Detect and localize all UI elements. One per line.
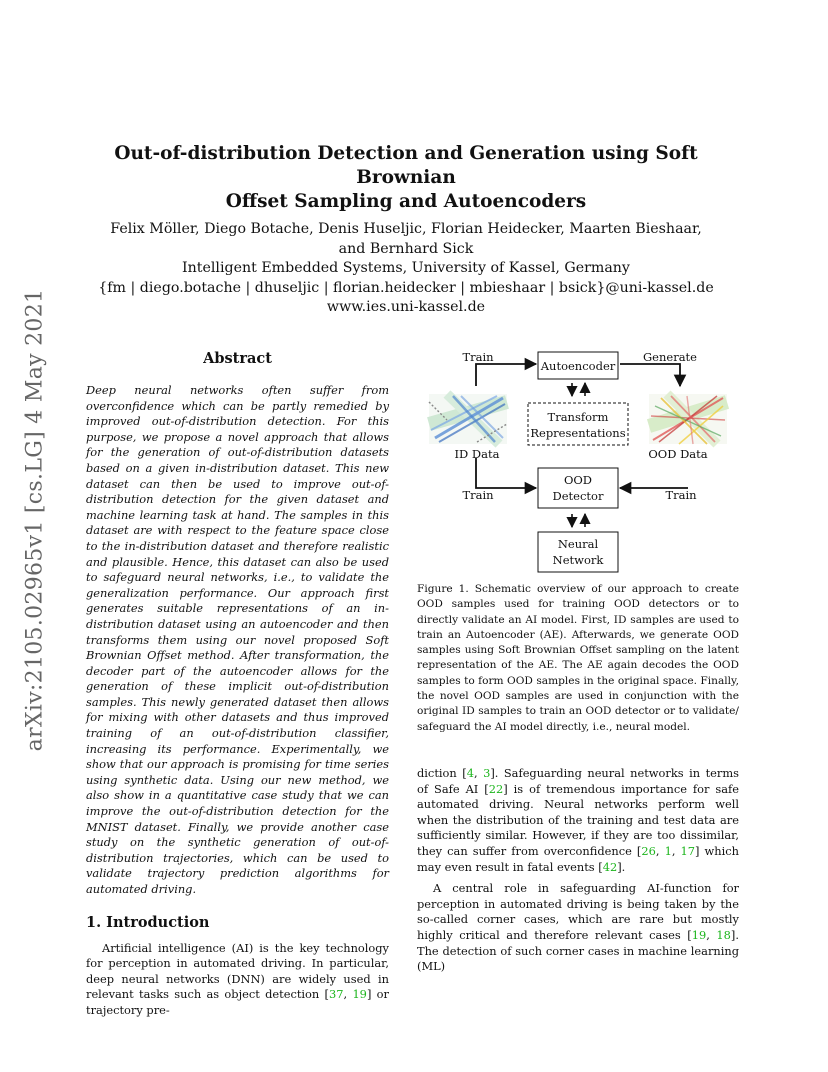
author-line-2: and Bernhard Sick [338, 240, 474, 257]
figure-1-caption: Figure 1. Schematic overview of our approach to create OOD samples used for training OOD detectors or to directly validate an AI model. First, ID samples are used to train an Autoencoder (AE). Afterwards, we generate OOD samples using Soft Brownian Offset sampling on the latent representation of the AE. The AE again decodes the OOD samples to form OOD samples in the original space. Finally, the novel OOD samples are used in conjunction with the original ID samples to train an OOD detector or to validate/ safeguard the AI model directly, i.e., neural model. [417, 583, 739, 733]
email-line: {fm | diego.botache | dhuseljic | florian.heidecker | mbieshaar | bsick}@uni-kassel.de [98, 279, 714, 296]
citation-link[interactable]: 26 [641, 843, 656, 858]
intro-paragraph [86, 941, 389, 1019]
transform-label-1: Transform [547, 410, 609, 424]
right-column-text [417, 766, 739, 975]
text-run: , [343, 987, 353, 1002]
train-top-label: Train [462, 350, 494, 364]
citation-link[interactable]: 18 [716, 927, 731, 942]
text-run: A central role in safeguarding AI-function for perception in automated driving is being taken by the so-called corner cases, which are rare but mostly highly critical and therefore relevant cases [ [417, 881, 739, 942]
transform-label-2: Representations [530, 426, 626, 440]
citation-link[interactable]: 3 [483, 766, 491, 780]
train-right-label: Train [665, 488, 697, 502]
affiliation-line: Intelligent Embedded Systems, University of Kassel, Germany [182, 260, 630, 277]
ood-detector-label-2: Detector [552, 489, 604, 503]
generate-label: Generate [643, 350, 697, 364]
autoencoder-label: Autoencoder [540, 359, 616, 373]
text-run: ]. Safeguarding neural networks in terms of Safe AI [ [417, 766, 740, 796]
text-run: , [706, 927, 717, 942]
id-data-image [429, 394, 507, 444]
text-run: , [473, 766, 484, 780]
text-run: ] or trajectory pre- [86, 987, 389, 1017]
text-run: ]. [617, 859, 626, 874]
text-run: , [655, 843, 665, 858]
text-run: ] which may even result in fatal events [ [417, 843, 739, 874]
paper-title [70, 142, 742, 214]
generate-arrow [620, 364, 680, 386]
id-data-label: ID Data [454, 447, 500, 461]
author-line-1: Felix Möller, Diego Botache, Denis Huseljic, Florian Heidecker, Maarten Bieshaar, [110, 221, 702, 237]
title-line-2: Offset Sampling and Autoencoders [225, 191, 587, 212]
text-run: ] is of tremendous importance for safe automated driving. Neural networks perform well when the distribution of the training and test data are sufficiently similar. However, if they are too dissimilar, they can suffer from overconfidence [ [417, 781, 739, 858]
text-run: ]. The detection of such corner cases in machine learning (ML) [417, 927, 739, 974]
text-run: Artificial intelligence (AI) is the key technology for perception in automated driving. In particular, deep neural networks (DNN) are widely used in relevant tasks such as object detection [ [86, 940, 389, 1002]
ood-detector-label-1: OOD [563, 473, 593, 487]
citation-link[interactable]: 1 [664, 843, 672, 858]
abstract-heading: Abstract [203, 350, 272, 367]
neural-network-label-1: Neural [557, 537, 599, 551]
title-line-1: Out-of-distribution Detection and Generation using Soft Brownian [114, 143, 698, 188]
introduction-heading: 1. Introduction [86, 913, 210, 931]
arxiv-id-text: arXiv:2105.02965v1 [cs.LG] 4 May 2021 [22, 288, 48, 752]
author-block [70, 220, 742, 318]
citation-link[interactable]: 19 [691, 927, 707, 942]
train-left-label: Train [462, 488, 494, 502]
citation-link[interactable]: 22 [488, 781, 504, 796]
citation-link[interactable]: 4 [466, 766, 474, 780]
abstract-text: Deep neural networks often suffer from overconfidence which can be partly remedied by improved out-of-distribution detection. For this purpose, we propose a novel approach that allows for the generation of out-of-distribution datasets based on a given in-distribution dataset. This new dataset can then be used to improve out-of-distribution detection for the given dataset and machine learning task at hand. The samples in this dataset are with respect to the feature space close to the in-distribution dataset and therefore realistic and plausible. Hence, this dataset can also be used to safeguard neural networks, i.e., to validate the generalization performance. Our approach first generates suitable representations of an in-distribution dataset using an autoencoder and then transforms them using our novel proposed Soft Brownian Offset method. After transformation, the decoder part of the autoencoder allows for the generation of these implicit out-of-distribution samples. This newly generated dataset then allows for mixing with other datasets and thus improved training of an out-of-distribution classifier, increasing its performance. Experimentally, we show that our approach is promising for time series using synthetic data. Using our new method, we also show in a quantitative case study that we can improve the out-of-distribution detection for the MNIST dataset. Finally, we provide another case study on the synthetic generation of out-of-distribution trajectories, which can be used to validate trajectory prediction algorithms for automated driving. [86, 383, 389, 896]
left-column [86, 350, 389, 1019]
train-detector-left-arrow [476, 458, 536, 488]
neural-network-label-2: Network [552, 553, 604, 567]
website-line: www.ies.uni-kassel.de [326, 299, 486, 316]
ood-data-label: OOD Data [648, 447, 708, 461]
figure-1-diagram [417, 346, 739, 578]
ood-data-image [649, 394, 727, 444]
text-run: , [671, 843, 681, 858]
text-run: diction [ [417, 766, 467, 780]
citation-link[interactable]: 19 [352, 987, 367, 1002]
schematic-svg [417, 346, 739, 578]
citation-link[interactable]: 17 [680, 843, 696, 858]
right-paragraph-2 [417, 881, 739, 975]
citation-link[interactable]: 37 [329, 987, 344, 1002]
arxiv-identifier [14, 290, 56, 750]
right-paragraph-1 [417, 766, 739, 875]
citation-link[interactable]: 42 [602, 859, 618, 874]
train-ae-arrow [476, 364, 536, 386]
